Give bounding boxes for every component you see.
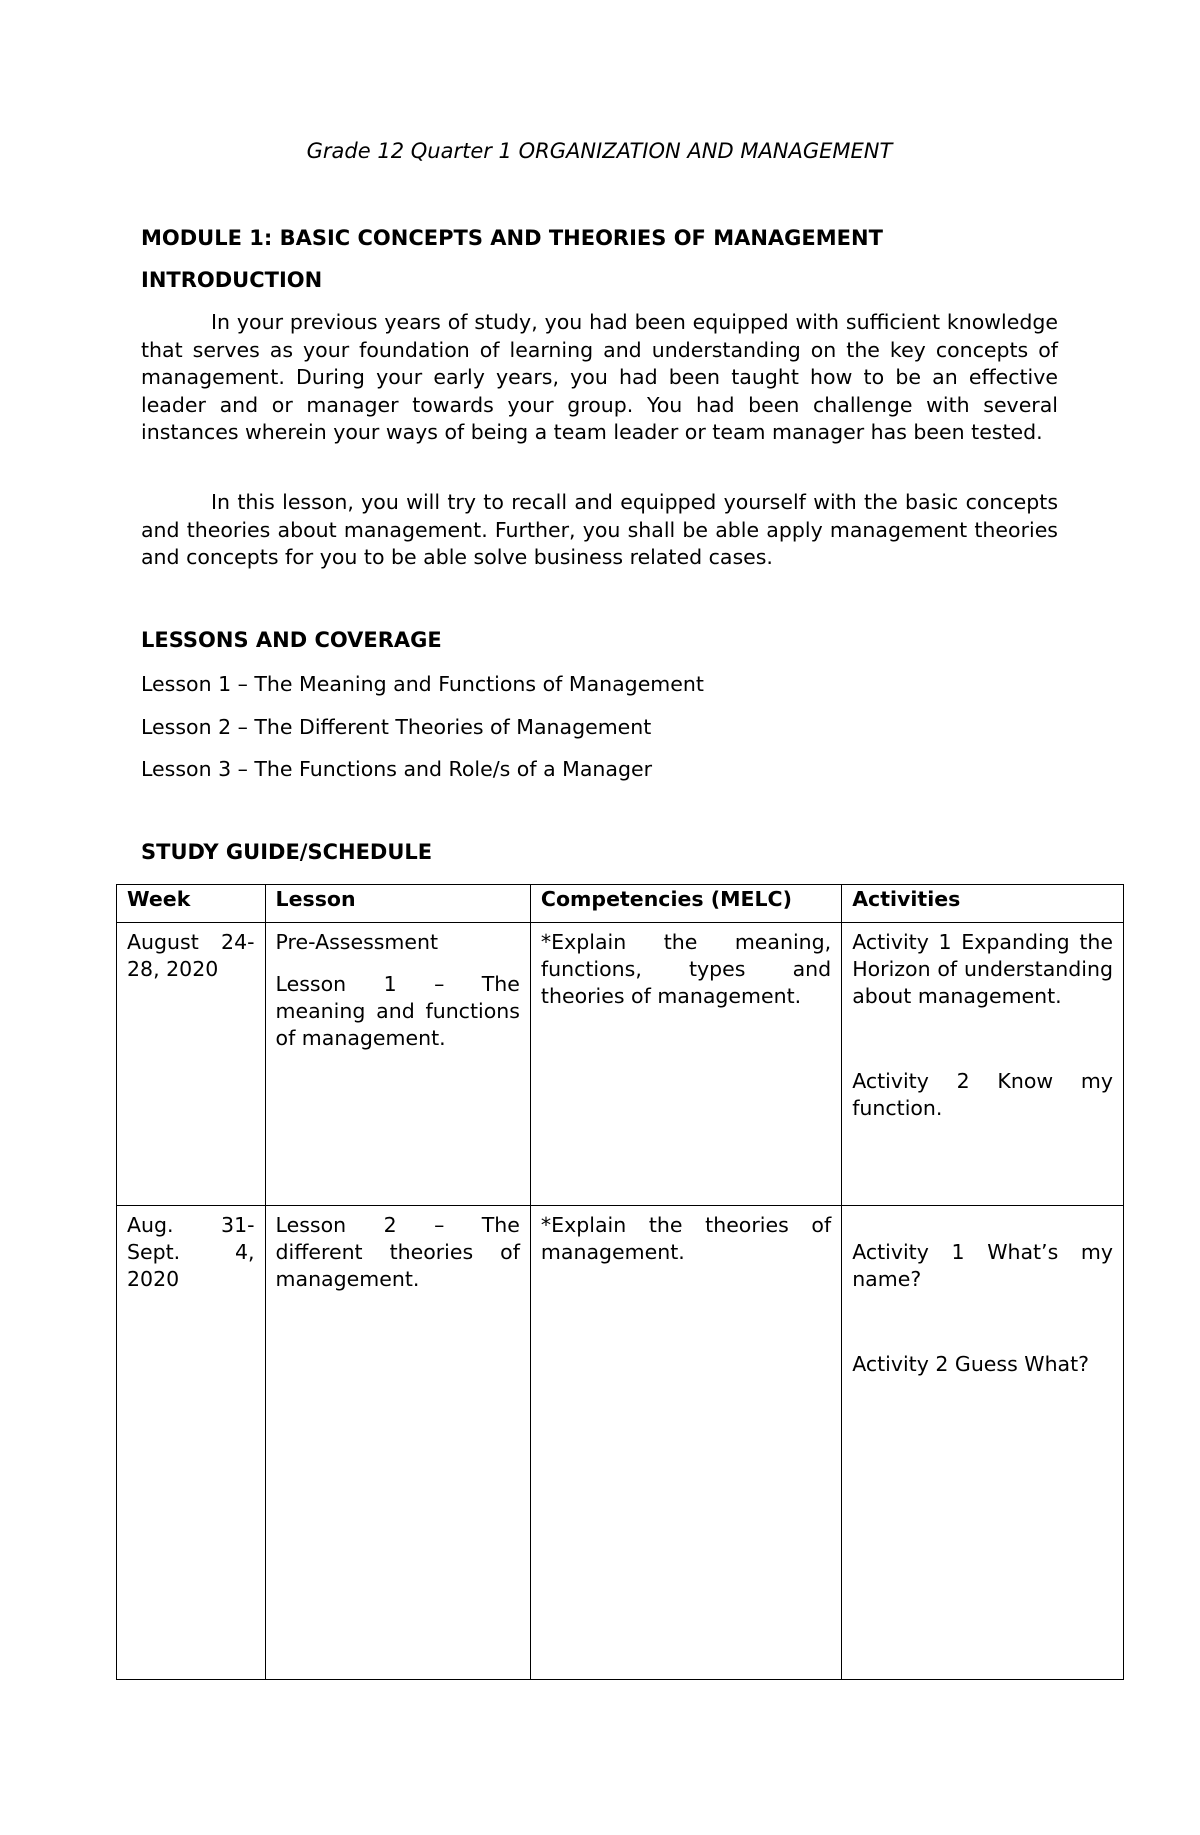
introduction-paragraph-2: In this lesson, you will try to recall and equipped yourself with the basic concepts and theories about management. Further, you shall be able apply management theories and concepts for you to be able solve business related cases.: [141, 490, 1058, 569]
week-cell: [117, 1206, 266, 1680]
introduction-heading: INTRODUCTION: [141, 268, 323, 292]
competencies-cell: [530, 923, 841, 1206]
competency-text: *Explain the theories of management.: [540, 1213, 832, 1264]
lesson-item: Lesson 2 – The Different Theories of Management: [141, 715, 652, 739]
header-lesson: Lesson: [265, 885, 530, 923]
header-competencies: Competencies (MELC): [530, 885, 841, 923]
document-title: Grade 12 Quarter 1 ORGANIZATION AND MANAGEMENT: [306, 139, 893, 163]
activity-text: Activity 2 Guess What?: [852, 1352, 1090, 1376]
week-text: Aug. 31- Sept. 4, 2020: [127, 1213, 255, 1291]
schedule-table: [116, 884, 1124, 1680]
week-text: August 24-28, 2020: [127, 930, 255, 981]
activity-text: Activity 2 Know my function.: [852, 1069, 1113, 1120]
activity-text: Activity 1 Expanding the Horizon of understanding about management.: [852, 930, 1113, 1008]
activities-cell: [842, 923, 1124, 1206]
lesson-text: Pre-Assessment: [275, 930, 439, 954]
activities-cell: [842, 1206, 1124, 1680]
header-activities: Activities: [842, 885, 1124, 923]
table-row: [117, 1206, 1124, 1680]
competencies-cell: [530, 1206, 841, 1680]
week-cell: [117, 923, 266, 1206]
lesson-item: Lesson 1 – The Meaning and Functions of Management: [141, 672, 704, 696]
header-week: Week: [117, 885, 266, 923]
lessons-heading: LESSONS AND COVERAGE: [141, 628, 442, 652]
schedule-heading: STUDY GUIDE/SCHEDULE: [141, 840, 433, 864]
introduction-paragraph-1: In your previous years of study, you had been equipped with sufficient knowledge that serves as your foundation of learning and understanding on the key concepts of management. During your early years, you had been taught how to be an effective leader and or manager towards your group. You had been challenge with several instances wherein your ways of being a team leader or team manager has been tested.: [141, 310, 1058, 444]
lesson-cell: [265, 1206, 530, 1680]
table-header-row: [117, 885, 1124, 923]
activity-text: Activity 1 What’s my name?: [852, 1240, 1113, 1291]
lesson-text: Lesson 2 – The different theories of management.: [275, 1213, 520, 1291]
table-row: [117, 923, 1124, 1206]
module-heading: MODULE 1: BASIC CONCEPTS AND THEORIES OF MANAGEMENT: [141, 226, 883, 250]
competency-text: *Explain the meaning, functions, types and theories of management.: [540, 930, 832, 1008]
lesson-item: Lesson 3 – The Functions and Role/s of a Manager: [141, 757, 653, 781]
lesson-cell: [265, 923, 530, 1206]
lesson-text: Lesson 1 – The meaning and functions of management.: [275, 972, 520, 1050]
